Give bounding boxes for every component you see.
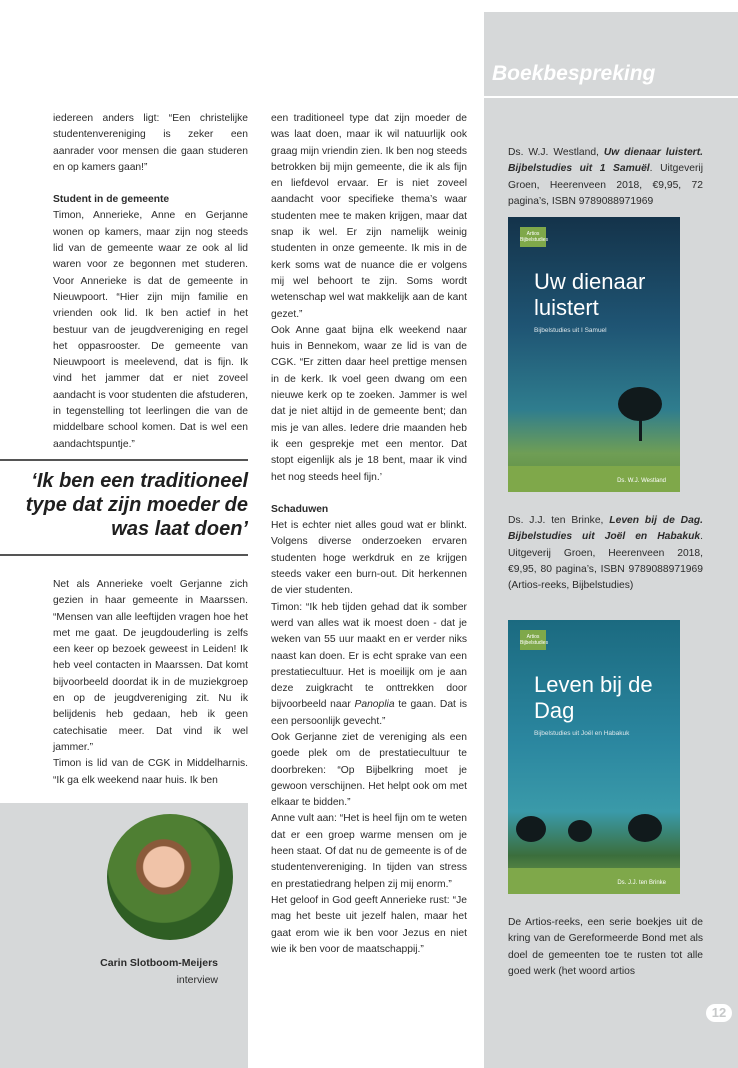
tree-silhouette bbox=[618, 387, 662, 421]
tree-trunk bbox=[639, 417, 642, 441]
book-author: Ds. W.J. Westland, bbox=[508, 147, 604, 158]
article-paragraph: Anne vult aan: “Het is heel fijn om te weten dat er een groep warme mensen om je heen staat. Of dat nu de gemeente is of de studentenvereniging. In tijden van stress en prestatiedrang helpen zij mij enorm.” bbox=[271, 813, 467, 890]
article-paragraph: Net als Annerieke voelt Gerjanne zich gezien in haar gemeente in Maarssen. “Mensen van alle leeftijden vragen hoe het met me gaat. De jeugdouderling is zelfs een keer op bezoek geweest in Leiden! Ik heb veel contacten in Maarssen. Dat komt bijvoorbeeld doordat ik in de muziekgroep en op de jeugdvereniging zit. Nu ik belijdenis heb gedaan, heb ik geen catechisatie meer. Dat vind ik wel jammer.” bbox=[53, 579, 248, 753]
article-paragraph: Timon: “Ik heb tijden gehad dat ik somber werd van alles wat ik moest doen - dat je weken van 55 uur maakt en er verder niks naast kan doen. Er is echt sprake van een prestatiecultuur. Het is moeilijk om je aan deze zuigkracht te onttrekken door bijvoorbeeld naar Panoplia te gaan. Dat is een persoonlijk gevecht.” bbox=[271, 601, 468, 727]
book-title: Uw dienaar luistert. Bijbelstudies uit 1 Samuël bbox=[508, 147, 703, 175]
tree-silhouette bbox=[628, 814, 662, 842]
article-paragraph: Het is echter niet alles goud wat er blinkt. Volgens diverse onderzoeken ervaren studenten hoge werkdruk en ze krijgen steeds vaker een burn-out. Dit herkennen de vier studenten. bbox=[271, 520, 467, 597]
cover-author: Ds. J.J. ten Brinke bbox=[617, 880, 666, 886]
series-description: De Artios-reeks, een serie boekjes uit de kring van de Gereformeerde Bond met als doel de gemeenten toe te rusten tot alle goed werk (het woord artios bbox=[508, 917, 703, 977]
publisher-logo: Artios Bijbelstudies bbox=[520, 227, 546, 247]
author-role: interview bbox=[176, 974, 218, 986]
author-photo bbox=[107, 814, 233, 940]
section-title-rule bbox=[484, 96, 738, 98]
book-details: . Uitgeverij Groen, Heerenveen 2018, €9,95, 80 pagina’s, ISBN 9789088971969 (Artios-reeks, Bijbelstudies) bbox=[508, 531, 703, 592]
article-paragraph: Het geloof in God geeft Annerieke rust: “Je mag het beste uit jezelf halen, maar het gaat erom wie ik ben voor Jezus en niet wie ik ben voor de maatschappij.” bbox=[271, 894, 467, 955]
article-paragraph: Ook Anne gaat bijna elk weekend naar huis in Bennekom, waar ze lid is van de CGK. “Er zitten daar heel prettige mensen in de kerk. Ik voel geen dwang om een nieuwe kerk op te zoeken. Jammer is wel dat je niet altijd in de gemeente bent; dan mis je van alles. Iedere drie maanden heb ik een gesprekje met een mentor. Dat stopt eigenlijk als je 18 bent, maar ik vind het nog steeds heel fijn.’ bbox=[271, 324, 467, 483]
article-paragraph: iedereen anders ligt: “Een christelijke studentenvereniging is zeker een aanrader voor mensen die gaan studeren en op kamers gaan!” bbox=[53, 113, 248, 173]
book-details: . Uitgeverij Groen, Heerenveen 2018, €9,95, 72 pagina’s, ISBN 9789088971969 bbox=[508, 163, 703, 207]
cover-subtitle: Bijbelstudies uit I Samuel bbox=[534, 327, 607, 334]
publisher-logo: Artios Bijbelstudies bbox=[520, 630, 546, 650]
page-number: 12 bbox=[706, 1004, 732, 1022]
subheading: Schaduwen bbox=[271, 503, 329, 515]
author-name: Carin Slotboom-Meijers bbox=[100, 957, 218, 969]
article-column-1-top bbox=[53, 111, 248, 453]
book-review-2 bbox=[508, 513, 703, 594]
article-paragraph: een traditioneel type dat zijn moeder de was laat doen, maar ik wil natuurlijk ook graag mijn vriendin zien. Ik ben nog steeds betrokken bij mijn gemeente, die ik als fijn en liefdevol ervaar. Er is niet zoveel aandacht voor specifieke thema’s waar studenten mee te maken krijgen, maar dat snap ik wel. Er zijn namelijk weinig studenten in onze gemeente. Ik mis in de kerk soms wat de nuance die er volgens mij wel behoort te zijn. Soms wordt wetenschap wel wat makkelijk aan de kant gezet.” bbox=[271, 113, 467, 320]
cover-subtitle: Bijbelstudies uit Joël en Habakuk bbox=[534, 730, 630, 737]
book-cover-2 bbox=[508, 620, 680, 894]
cover-title: Uw dienaar luistert bbox=[534, 269, 646, 320]
quote-rule-top bbox=[0, 459, 248, 461]
book-title: Leven bij de Dag. Bijbelstudies uit Joël en Habakuk bbox=[508, 515, 703, 543]
book-cover-1 bbox=[508, 217, 680, 492]
quote-rule-bottom bbox=[0, 554, 248, 556]
article-paragraph: Ook Gerjanne ziet de vereniging als een goede plek om de prestatiecultuur te doorbreken: “Op Bijbelkring moet je gewoon verschijnen. Het helpt ook om met elkaar te bidden.” bbox=[271, 731, 467, 809]
article-column-1-bottom bbox=[53, 577, 248, 789]
tree-silhouette bbox=[516, 816, 546, 842]
article-paragraph: Timon, Annerieke, Anne en Gerjanne wonen op kamers, maar zijn nog steeds lid van de gemeente waar ze ook al lid waren voor ze begonnen met studeren. Voor Annerieke is dat de gemeente in Nieuwpoort. “Hier zijn mijn familie en vrienden ook lid. Ik ben actief in het bestuur van de jeugdvereniging en regel het oppasrooster. De gemeente van Nieuwpoort is meelevend, dat is fijn. Ik vind het jammer dat er niet zoveel aandacht is voor studenten die afstuderen, in tegenstelling tot leerlingen die van de middelbare school komen. Dat is wel een aandachtspuntje.” bbox=[53, 210, 248, 450]
article-column-2 bbox=[271, 111, 467, 958]
book-author: Ds. J.J. ten Brinke, bbox=[508, 515, 610, 526]
book-review-1 bbox=[508, 145, 703, 210]
cover-title: Leven bij de Dag bbox=[534, 672, 653, 723]
section-title: Boekbespreking bbox=[492, 62, 656, 85]
pull-quote: ‘Ik ben een traditioneel type dat zijn moeder de was laat doen’ bbox=[25, 470, 248, 540]
tree-silhouette bbox=[568, 820, 592, 842]
subheading: Student in de gemeente bbox=[53, 194, 170, 206]
cover-author: Ds. W.J. Westland bbox=[617, 478, 666, 484]
article-paragraph: Timon is lid van de CGK in Middelharnis. “Ik ga elk weekend naar huis. Ik ben bbox=[53, 758, 248, 786]
